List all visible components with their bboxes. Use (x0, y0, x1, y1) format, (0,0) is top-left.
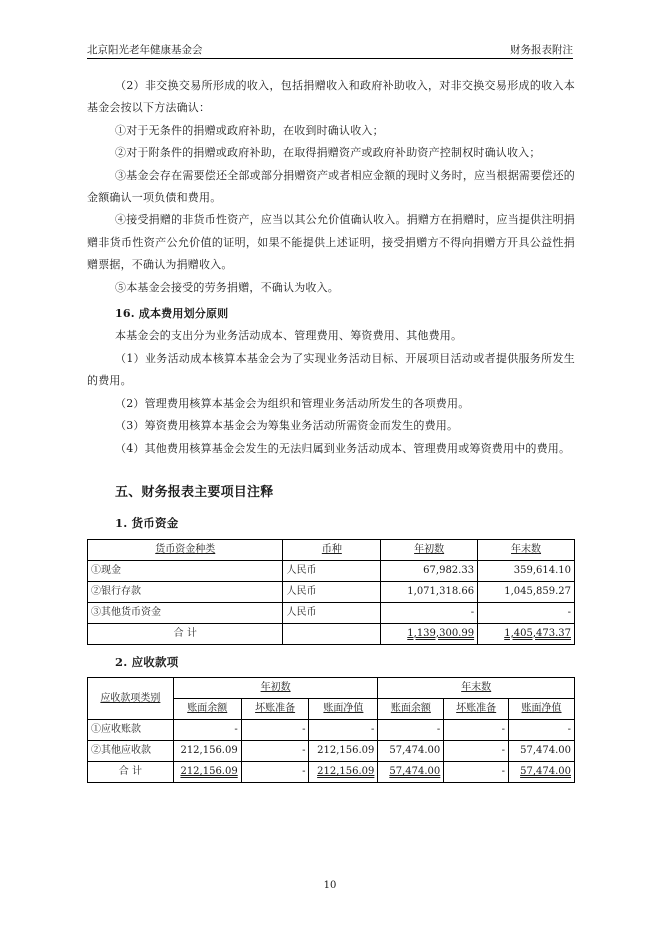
table-cell: 67,982.33 (381, 560, 478, 581)
table-cell: - (173, 720, 241, 741)
column-header: 币种 (321, 543, 342, 555)
table-cell: 57,474.00 (509, 741, 575, 762)
table-cell: 合 计 (88, 762, 174, 783)
table-cell: ②其他应收款 (88, 741, 174, 762)
column-group-header: 年初数 (260, 682, 291, 694)
column-header: 年末数 (511, 543, 542, 555)
table-cell: - (444, 720, 509, 741)
table-total-row (88, 623, 575, 644)
column-header: 应收款项类别 (100, 692, 161, 704)
table-cell: - (381, 602, 478, 623)
table-cell: 212,156.09 (317, 766, 375, 778)
table-cell: - (444, 762, 509, 783)
table-cell: ③其他货币资金 (88, 602, 283, 623)
chapter-heading: 五、财务报表主要项目注释 (115, 484, 274, 500)
table-cell: 57,474.00 (389, 766, 441, 778)
table-row (88, 581, 575, 602)
paragraph: （2）管理费用核算本基金会为组织和管理业务活动所发生的各项费用。 (115, 396, 470, 410)
paragraph: （3）筹资费用核算本基金会为筹集业务活动所需资金而发生的费用。 (115, 419, 459, 433)
column-group-header: 年末数 (461, 682, 492, 694)
table-cell: - (378, 720, 444, 741)
paragraph: ②对于附条件的捐赠或政府补助，在取得捐赠资产或政府补助资产控制权时确认收入； (115, 146, 541, 160)
section-heading: 16. 成本费用划分原则 (115, 307, 229, 321)
column-header: 坏账准备 (456, 703, 497, 715)
table-cell: ①现金 (88, 560, 283, 581)
table-cell: - (509, 720, 575, 741)
subsection-heading: 1. 货币资金 (115, 516, 179, 531)
paragraph: 本基金会的支出分为业务活动成本、管理费用、筹资费用、其他费用。 (115, 329, 463, 343)
paragraph: （4）其他费用核算基金会发生的无法归属到业务活动成本、管理费用或筹资费用中的费用。 (115, 441, 571, 455)
table-row (88, 602, 575, 623)
table-cell: 57,474.00 (378, 741, 444, 762)
paragraph: ⑤本基金会接受的劳务捐赠，不确认为收入。 (115, 280, 339, 294)
table-cell: ②银行存款 (88, 581, 283, 602)
page-header (87, 42, 573, 59)
table-cell: ①应收账款 (88, 720, 174, 741)
table-cell: 212,156.09 (180, 766, 238, 778)
table-cell: - (444, 741, 509, 762)
table-cell: 合 计 (88, 623, 283, 644)
column-header: 账面余额 (187, 703, 228, 715)
table-cell: - (478, 602, 575, 623)
column-header: 货币资金种类 (155, 543, 216, 555)
table-cell (283, 623, 381, 644)
column-header: 年初数 (414, 543, 445, 555)
table-header-row (88, 539, 575, 560)
table-cell: 57,474.00 (520, 766, 571, 778)
table-cell: 人民币 (283, 602, 381, 623)
cash-table (87, 539, 575, 645)
table-cell: - (309, 720, 378, 741)
table-cell: 212,156.09 (173, 741, 241, 762)
table-header-row (88, 678, 575, 699)
header-report-title: 财务报表附注 (510, 44, 573, 56)
page-number: 10 (323, 880, 337, 891)
table-row (88, 560, 575, 581)
table-total-row (88, 762, 575, 783)
table-cell: 359,614.10 (478, 560, 575, 581)
table-cell: - (241, 720, 309, 741)
table-cell: 1,405,473.37 (504, 627, 571, 639)
column-header: 坏账准备 (255, 703, 296, 715)
paragraph: ④接受捐赠的非货币性资产，应当以其公允价值确认收入。捐赠方在捐赠时，应当提供注明捐赠非货币性资产公允价值的证明，如果不能提供上述证明，接受捐赠方不得向捐赠方开具公益性捐赠票据，不确认为捐赠收入。 (87, 213, 575, 272)
table-cell: 1,071,318.66 (381, 581, 478, 602)
table-cell: 1,139,300.99 (407, 627, 475, 639)
table-cell: - (241, 741, 309, 762)
table-cell: - (241, 762, 309, 783)
table-row (88, 720, 575, 741)
column-header: 账面净值 (521, 703, 562, 715)
table-cell: 人民币 (283, 560, 381, 581)
paragraph: ③基金会存在需要偿还全部或部分捐赠资产或者相应金额的现时义务时，应当根据需要偿还的金额确认一项负债和费用。 (87, 168, 575, 205)
table-row (88, 741, 575, 762)
subsection-heading: 2. 应收款项 (115, 654, 179, 669)
header-organization: 北京阳光老年健康基金会 (87, 44, 203, 56)
paragraph: （1）业务活动成本核算本基金会为了实现业务活动目标、开展项目活动或者提供服务所发生的费用。 (87, 351, 575, 388)
page-content (87, 75, 575, 783)
receivables-table (87, 677, 575, 783)
table-cell: 人民币 (283, 581, 381, 602)
column-header: 账面余额 (390, 703, 431, 715)
paragraph: ①对于无条件的捐赠或政府补助，在收到时确认收入； (115, 123, 384, 137)
paragraph: （2）非交换交易所形成的收入，包括捐赠收入和政府补助收入，对非交换交易形成的收入本基金会按以下方法确认： (87, 79, 575, 115)
column-header: 账面净值 (323, 703, 364, 715)
table-cell: 1,045,859.27 (478, 581, 575, 602)
table-cell: 212,156.09 (309, 741, 378, 762)
